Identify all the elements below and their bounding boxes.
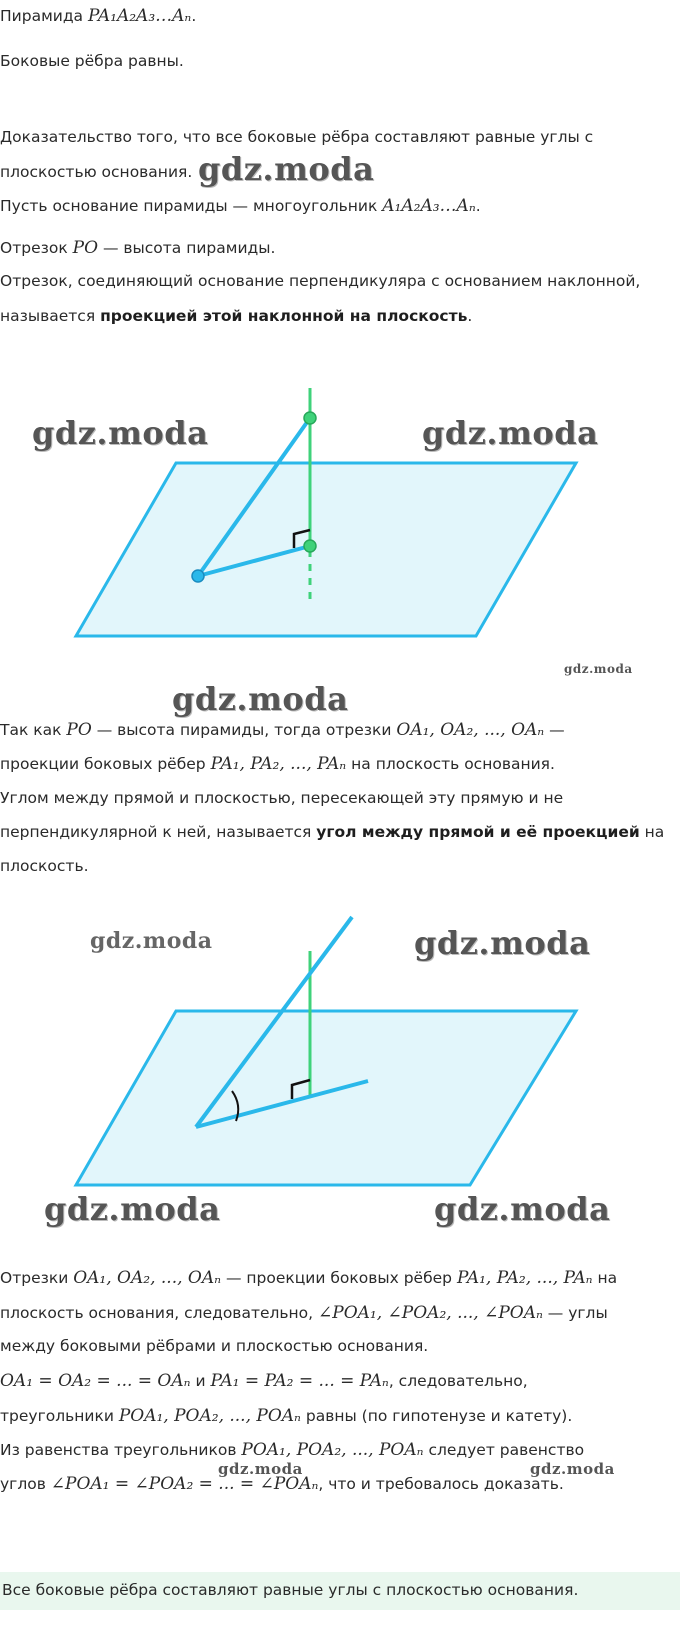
watermark: gdz.moda	[564, 662, 633, 676]
conclusion-reason-line	[0, 1440, 670, 1460]
qed-line	[0, 1474, 670, 1494]
text: равны (по гипотенузе и катету).	[300, 1407, 573, 1425]
angles-line-2: между боковыми рёбрами и плоскостью основания.	[0, 1337, 429, 1355]
text: углов	[0, 1475, 51, 1493]
math-projections: OA₁, OA₂, ..., OAₙ	[396, 720, 545, 740]
angle-definition-3: плоскость.	[0, 857, 89, 875]
bold-term: угол между прямой и её проекцией	[316, 823, 640, 841]
text: треугольники	[0, 1407, 119, 1425]
text: , следовательно,	[388, 1372, 528, 1390]
text: —	[544, 721, 565, 739]
text: — высота пирамиды.	[98, 239, 276, 257]
text: на плоскость основания.	[346, 755, 555, 773]
watermark: gdz.moda	[422, 414, 599, 452]
text: Так как	[0, 721, 67, 739]
angles-line	[0, 1303, 670, 1323]
math-triangles: POA₁, POA₂, ..., POAₙ	[241, 1440, 424, 1460]
watermark: gdz.moda	[218, 1460, 303, 1478]
text: — проекции боковых рёбер	[221, 1269, 457, 1287]
conclusion-box	[0, 1572, 680, 1610]
text: Из равенства треугольников	[0, 1441, 242, 1459]
text: Отрезки	[0, 1269, 74, 1287]
watermark: gdz.moda	[44, 1190, 221, 1228]
base-line	[0, 196, 670, 216]
segments-line	[0, 1268, 670, 1288]
point-base	[192, 570, 204, 582]
text: .	[191, 7, 197, 25]
angle-definition-2	[0, 823, 670, 841]
text: — углы	[542, 1304, 608, 1322]
triangles-line	[0, 1406, 670, 1426]
text: Пирамида	[0, 7, 88, 25]
point-foot	[304, 540, 316, 552]
math-edges: PA₁, PA₂, ..., PAₙ	[210, 754, 347, 774]
intro-line	[0, 6, 670, 26]
watermark: gdz.moda	[414, 924, 591, 962]
conclusion-text: Все боковые рёбра составляют равные углы с плоскостью основания.	[2, 1581, 579, 1599]
watermark: gdz.moda	[90, 928, 213, 954]
text: на	[639, 823, 665, 841]
math-angles: ∠POA₁, ∠POA₂, ..., ∠POAₙ	[318, 1303, 543, 1323]
text: следует равенство	[423, 1441, 585, 1459]
since-line	[0, 720, 670, 740]
text: на	[592, 1269, 618, 1287]
point-top	[304, 412, 316, 424]
watermark: gdz.moda	[434, 1190, 611, 1228]
definition-line-1: Отрезок, соединяющий основание перпендикуляра с основанием наклонной,	[0, 272, 641, 290]
math-po: PO	[66, 720, 92, 740]
watermark: gdz.moda	[198, 150, 375, 188]
text: проекции боковых рёбер	[0, 755, 211, 773]
math-equal-projections: OA₁ = OA₂ = ... = OAₙ	[0, 1371, 191, 1391]
text: .	[467, 307, 473, 325]
plane	[76, 1011, 576, 1185]
math-triangles: POA₁, POA₂, ..., POAₙ	[118, 1406, 301, 1426]
math-pyramid: PA₁A₂A₃…Aₙ	[87, 6, 192, 26]
height-line	[0, 238, 670, 258]
text: .	[475, 197, 481, 215]
math-po: PO	[72, 238, 99, 258]
watermark: gdz.moda	[32, 414, 209, 452]
text: — высота пирамиды, тогда отрезки	[91, 721, 397, 739]
text: Отрезок	[0, 239, 73, 257]
text: , что и требовалось доказать.	[318, 1475, 564, 1493]
bold-term: проекцией этой наклонной на плоскость	[100, 307, 468, 325]
text: перпендикулярной к ней, называется	[0, 823, 317, 841]
watermark: gdz.moda	[172, 680, 349, 718]
text: плоскость основания, следовательно,	[0, 1304, 319, 1322]
math-equal-angles: ∠POA₁ = ∠POA₂ = ... = ∠POAₙ	[50, 1474, 319, 1494]
definition-line-2	[0, 307, 670, 325]
math-edges: PA₁, PA₂, ..., PAₙ	[456, 1268, 593, 1288]
projections-line	[0, 754, 670, 774]
text: и	[190, 1372, 211, 1390]
angle-definition-1: Углом между прямой и плоскостью, пересекающей эту прямую и не	[0, 789, 564, 807]
math-equal-edges: PA₁ = PA₂ = ... = PAₙ	[210, 1371, 389, 1391]
text: называется	[0, 307, 101, 325]
equalities-line	[0, 1371, 670, 1391]
watermark: gdz.moda	[530, 1460, 615, 1478]
text: Пусть основание пирамиды — многоугольник	[0, 197, 383, 215]
plane	[76, 463, 576, 636]
prove-line-2: плоскостью основания.	[0, 163, 193, 181]
math-base: A₁A₂A₃…Aₙ	[382, 196, 476, 216]
prove-line-1: Доказательство того, что все боковые рёбра составляют равные углы с	[0, 128, 594, 146]
math-projections: OA₁, OA₂, ..., OAₙ	[73, 1268, 222, 1288]
given-line: Боковые рёбра равны.	[0, 52, 184, 70]
